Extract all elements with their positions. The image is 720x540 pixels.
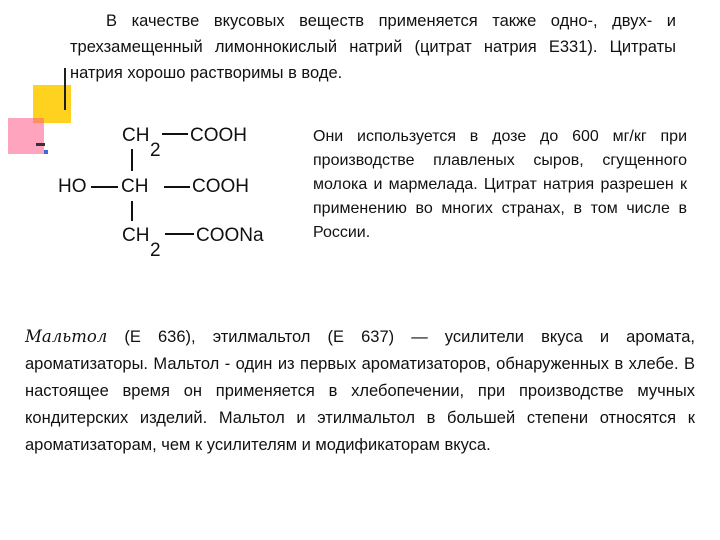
bond-top-horizontal bbox=[162, 133, 188, 135]
bond-vertical-lower bbox=[131, 201, 133, 221]
paragraph-citrate-usage: Они используется в дозе до 600 мг/кг при производстве плавленых сыров, сгущенного молока и мармелада. Цитрат натрия разрешен к применению во многих странах, в том числе в России. bbox=[313, 128, 687, 241]
formula-subscript-top: 2 bbox=[150, 140, 161, 161]
paragraph-citrate-intro: В качестве вкусовых веществ применяется также одно-, двух- и трехзамещенный лимоннокислый натрий (цитрат натрия Е331). Цитраты натрия хорошо растворимы в воде. bbox=[70, 12, 676, 82]
formula-ho: HO bbox=[58, 176, 87, 197]
formula-ch2-top: CH bbox=[122, 125, 150, 146]
bond-bottom-horizontal bbox=[165, 233, 194, 235]
formula-ch2-bottom: CH bbox=[122, 225, 150, 246]
bond-vertical-upper bbox=[131, 149, 133, 171]
bond-ho-ch bbox=[91, 186, 118, 188]
maltol-term: Мальтол bbox=[25, 327, 108, 346]
formula-cooh-top: COOH bbox=[190, 125, 247, 146]
maltol-description: (Е 636), этилмальтол (Е 637) — усилители вкуса и аромата, ароматизаторы. Мальтол - один из первых ароматизаторов, обнаруженных в хлебе. В настоящее время он применяется в хлебопечении, при производстве мучных кондитерских изделий. Мальтол и этилмальтол в большей степени относятся к ароматизаторам, чем к усилителям и модификаторам вкуса. bbox=[25, 328, 695, 454]
formula-coona: COONa bbox=[196, 225, 264, 246]
chemical-formula bbox=[0, 0, 300, 270]
formula-ch-mid: CH bbox=[121, 176, 149, 197]
formula-subscript-bottom: 2 bbox=[150, 240, 161, 261]
formula-cooh-mid: COOH bbox=[192, 176, 249, 197]
paragraph-maltol bbox=[25, 323, 695, 459]
bond-ch-cooh bbox=[164, 186, 190, 188]
